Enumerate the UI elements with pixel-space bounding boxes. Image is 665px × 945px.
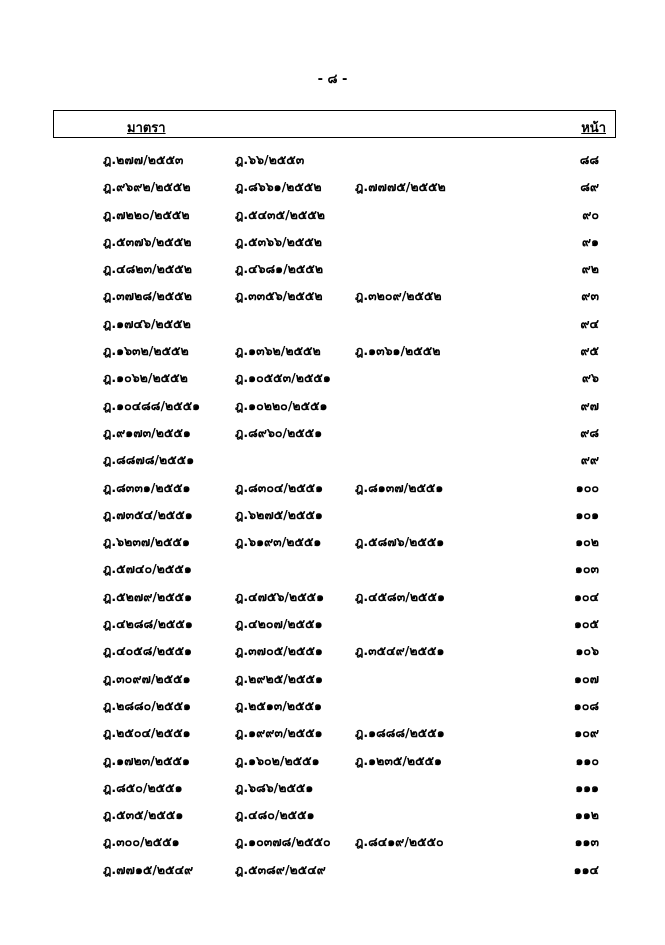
case-ref-2: ฎ.๑๐๕๕๓/๒๕๕๑ bbox=[235, 370, 331, 386]
page-ref: ๙๒ bbox=[581, 261, 599, 277]
case-ref-2: ฎ.๓๓๕๖/๒๕๕๒ bbox=[235, 288, 323, 304]
page-ref: ๙๖ bbox=[581, 370, 599, 386]
case-ref-1: ฎ.๑๗๒๓/๒๕๕๑ bbox=[103, 752, 190, 768]
case-ref-3: ฎ.๑๘๘๘/๒๕๕๑ bbox=[355, 725, 445, 741]
case-ref-1: ฎ.๘๘๗๘/๒๕๕๑ bbox=[103, 452, 195, 468]
case-ref-1: ฎ.๙๖๙๒/๒๕๕๒ bbox=[103, 179, 191, 195]
page-number: - ๘ - bbox=[317, 72, 348, 87]
case-ref-2: ฎ.๔๒๐๗/๒๕๕๑ bbox=[235, 616, 323, 632]
case-ref-1: ฎ.๔๐๕๘/๒๕๕๑ bbox=[103, 643, 192, 659]
index-header bbox=[53, 110, 616, 138]
case-ref-1: ฎ.๒๗๗/๒๕๕๓ bbox=[103, 152, 184, 167]
index-row bbox=[0, 202, 665, 229]
page-ref: ๑๐๒ bbox=[575, 534, 599, 550]
index-row bbox=[0, 393, 665, 420]
index-row bbox=[0, 256, 665, 283]
page-ref: ๘๙ bbox=[580, 179, 599, 195]
index-row bbox=[0, 720, 665, 747]
case-ref-3: ฎ.๓๕๔๙/๒๕๕๑ bbox=[355, 643, 445, 659]
index-row bbox=[0, 311, 665, 338]
case-ref-1: ฎ.๕๗๔๐/๒๕๕๑ bbox=[103, 561, 192, 577]
case-ref-2: ฎ.๑๙๙๓/๒๕๕๑ bbox=[235, 725, 323, 741]
page-ref: ๑๑๒ bbox=[574, 807, 599, 823]
page-ref: ๑๐๙ bbox=[574, 725, 599, 741]
case-ref-2: ฎ.๘๖๖๑/๒๕๕๒ bbox=[235, 179, 322, 195]
index-row bbox=[0, 829, 665, 856]
page-ref: ๙๐ bbox=[582, 206, 599, 222]
case-ref-3: ฎ.๘๑๓๗/๒๕๕๑ bbox=[355, 479, 444, 495]
index-row bbox=[0, 693, 665, 720]
index-row bbox=[0, 666, 665, 693]
index-row bbox=[0, 420, 665, 447]
index-row bbox=[0, 748, 665, 775]
page-ref: ๑๐๐ bbox=[575, 479, 599, 495]
case-ref-2: ฎ.๕๔๓๕/๒๕๕๒ bbox=[235, 206, 326, 222]
page-ref: ๙๑ bbox=[581, 233, 599, 249]
case-ref-3: ฎ.๑๒๓๕/๒๕๕๑ bbox=[355, 752, 442, 768]
index-row bbox=[0, 365, 665, 392]
index-row bbox=[0, 857, 665, 884]
case-ref-1: ฎ.๕๓๕/๒๕๕๑ bbox=[103, 807, 184, 823]
page-ref: ๙๕ bbox=[580, 343, 599, 359]
index-row bbox=[0, 283, 665, 310]
case-ref-2: ฎ.๖๘๖/๒๕๕๑ bbox=[235, 779, 314, 795]
case-ref-1: ฎ.๑๐๔๘๘/๒๕๕๑ bbox=[103, 397, 201, 413]
case-ref-1: ฎ.๙๑๗๓/๒๕๕๑ bbox=[103, 424, 191, 440]
case-ref-2: ฎ.๘๙๖๐/๒๕๕๑ bbox=[235, 424, 323, 440]
case-ref-1: ฎ.๕๓๗๖/๒๕๕๒ bbox=[103, 233, 192, 249]
page-ref: ๑๐๗ bbox=[574, 670, 599, 686]
index-list bbox=[0, 147, 665, 884]
case-ref-2: ฎ.๔๗๕๖/๒๕๕๑ bbox=[235, 588, 325, 604]
page-ref: ๑๐๔ bbox=[573, 588, 599, 604]
index-row bbox=[0, 638, 665, 665]
case-ref-2: ฎ.๖๒๗๕/๒๕๕๑ bbox=[235, 506, 323, 522]
page-ref: ๙๙ bbox=[580, 452, 599, 468]
index-row bbox=[0, 475, 665, 502]
case-ref-2: ฎ.๕๓๘๙/๒๕๔๙ bbox=[235, 861, 326, 877]
case-ref-3: ฎ.๕๘๗๖/๒๕๕๑ bbox=[355, 534, 445, 550]
case-ref-1: ฎ.๗๗๑๕/๒๕๔๙ bbox=[103, 861, 194, 877]
index-row bbox=[0, 338, 665, 365]
index-row bbox=[0, 556, 665, 583]
page-ref: ๙๔ bbox=[580, 315, 599, 331]
case-ref-1: ฎ.๗๓๕๔/๒๕๕๑ bbox=[103, 506, 193, 522]
page-ref: ๑๑๑ bbox=[575, 779, 599, 795]
section-column-header: มาตรา bbox=[127, 121, 166, 136]
case-ref-2: ฎ.๘๓๐๔/๒๕๕๑ bbox=[235, 479, 324, 495]
case-ref-1: ฎ.๑๗๔๖/๒๕๕๒ bbox=[103, 315, 191, 331]
index-row bbox=[0, 147, 665, 174]
case-ref-2: ฎ.๑๖๐๒/๒๕๕๑ bbox=[235, 752, 320, 768]
case-ref-2: ฎ.๖๑๙๓/๒๕๕๑ bbox=[235, 534, 322, 550]
case-ref-3: ฎ.๑๓๖๑/๒๕๕๒ bbox=[355, 343, 441, 359]
case-ref-1: ฎ.๑๖๓๒/๒๕๕๒ bbox=[103, 343, 189, 359]
page-ref: ๑๐๑ bbox=[575, 506, 599, 522]
case-ref-2: ฎ.๔๘๐/๒๕๕๑ bbox=[235, 807, 315, 823]
index-row bbox=[0, 802, 665, 829]
case-ref-1: ฎ.๒๘๘๐/๒๕๕๑ bbox=[103, 697, 191, 713]
case-ref-2: ฎ.๑๓๖๒/๒๕๕๒ bbox=[235, 343, 321, 359]
index-row bbox=[0, 775, 665, 802]
case-ref-1: ฎ.๔๒๘๘/๒๕๕๑ bbox=[103, 616, 193, 632]
page-ref: ๘๘ bbox=[579, 152, 599, 167]
page-column-header: หน้า bbox=[581, 121, 606, 136]
page-ref: ๑๐๕ bbox=[573, 616, 599, 632]
case-ref-2: ฎ.๑๐๓๗๘/๒๕๕๐ bbox=[235, 834, 331, 850]
index-row bbox=[0, 529, 665, 556]
case-ref-1: ฎ.๗๒๒๐/๒๕๕๒ bbox=[103, 206, 190, 222]
page-ref: ๙๗ bbox=[580, 397, 599, 413]
case-ref-2: ฎ.๒๙๒๕/๒๕๕๑ bbox=[235, 670, 323, 686]
case-ref-1: ฎ.๓๗๒๘/๒๕๕๒ bbox=[103, 288, 192, 304]
case-ref-1: ฎ.๓๐๙๗/๒๕๕๑ bbox=[103, 670, 191, 686]
case-ref-2: ฎ.๒๕๑๓/๒๕๕๑ bbox=[235, 697, 322, 713]
case-ref-3: ฎ.๘๔๑๙/๒๕๕๐ bbox=[355, 834, 444, 850]
case-ref-1: ฎ.๔๘๒๓/๒๕๕๒ bbox=[103, 261, 192, 277]
case-ref-1: ฎ.๓๐๐/๒๕๕๑ bbox=[103, 834, 180, 850]
page-ref: ๑๐๓ bbox=[574, 561, 599, 577]
index-row bbox=[0, 584, 665, 611]
page-ref: ๑๑๐ bbox=[575, 752, 599, 768]
case-ref-1: ฎ.๕๒๗๙/๒๕๕๑ bbox=[103, 588, 193, 604]
page-ref: ๙๓ bbox=[581, 288, 599, 304]
index-row bbox=[0, 611, 665, 638]
page-ref: ๙๘ bbox=[580, 424, 599, 440]
page-ref: ๑๐๘ bbox=[573, 697, 599, 713]
page-ref: ๑๐๖ bbox=[575, 643, 599, 659]
case-ref-3: ฎ.๗๗๗๕/๒๕๕๒ bbox=[355, 179, 446, 195]
case-ref-2: ฎ.๖๖/๒๕๕๓ bbox=[235, 152, 305, 167]
case-ref-1: ฎ.๘๓๓๑/๒๕๕๑ bbox=[103, 479, 191, 495]
index-row bbox=[0, 229, 665, 256]
index-row bbox=[0, 447, 665, 474]
case-ref-1: ฎ.๒๕๐๔/๒๕๕๑ bbox=[103, 725, 191, 741]
case-ref-2: ฎ.๑๐๒๒๐/๒๕๕๑ bbox=[235, 397, 328, 413]
case-ref-1: ฎ.๑๐๖๒/๒๕๕๒ bbox=[103, 370, 188, 386]
case-ref-1: ฎ.๘๕๐/๒๕๕๑ bbox=[103, 779, 183, 795]
case-ref-3: ฎ.๓๒๐๙/๒๕๕๒ bbox=[355, 288, 442, 304]
case-ref-2: ฎ.๕๓๖๖/๒๕๕๒ bbox=[235, 233, 322, 249]
page-ref: ๑๑๔ bbox=[573, 861, 599, 877]
case-ref-2: ฎ.๓๗๐๕/๒๕๕๑ bbox=[235, 643, 323, 659]
index-row bbox=[0, 502, 665, 529]
case-ref-2: ฎ.๔๖๘๑/๒๕๕๒ bbox=[235, 261, 324, 277]
case-ref-1: ฎ.๖๒๓๗/๒๕๕๑ bbox=[103, 534, 190, 550]
index-row bbox=[0, 174, 665, 201]
case-ref-3: ฎ.๔๕๘๓/๒๕๕๑ bbox=[355, 588, 445, 604]
page-ref: ๑๑๓ bbox=[574, 834, 599, 850]
